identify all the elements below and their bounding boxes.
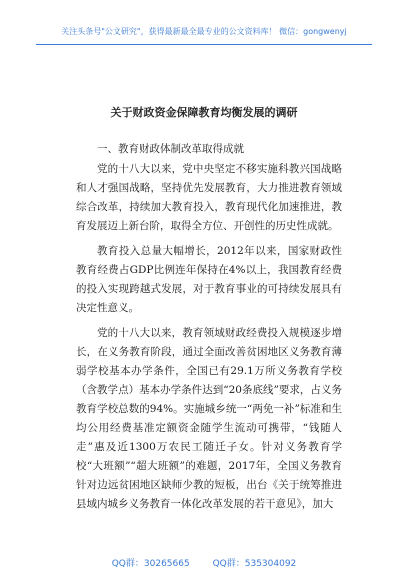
page-footer	[0, 556, 408, 576]
paragraph-1: 党的十八大以来，党中央坚定不移实施科教兴国战略和人才强国战略，坚持优先发展教育，大力推进教育领域综合改革，持续加大教育投入，教育现代化加速推进，教育发展迈上新台阶，取得全方位、开创性的历史性成就。	[76, 163, 342, 232]
header-divider	[36, 44, 372, 45]
paragraph-2: 教育投入总量大幅增长，2012年以来，国家财政性教育经费占GDP比例连年保持在4%以上，我国教育经费的投入实现跨越式发展，对于教育事业的可持续发展具有决定性意义。	[76, 245, 342, 314]
paragraph-3: 党的十八大以来，教育领域财政经费投入规模逐步增长，在义务教育阶段，通过全面改善贫困地区义务教育薄弱学校基本办学条件，全国已有29.1万所义务教育学校（含教学点）基本办学条件达到“20条底线”要求，占义务教育学校总数的94%。实施城乡统一“两免一补”标准和生均公用经费基准定额资金随学生流动可携带，“钱随人走”惠及近1300万农民工随迁子女。针对义务教育学校“大班额”“超大班额”的难题，2017年，全国义务教育针对边远贫困地区缺师少教的短板，出台《关于统筹推进县域内城乡义务教育一体化改革发展的若干意见》，加大	[76, 327, 342, 510]
page-header	[0, 0, 408, 48]
header-notice: 关注头条号"公文研究"，获得最新最全最专业的公文资料库！ 微信：gongwenyj	[61, 27, 347, 36]
footer-qq-group-2: QQ群：535304092	[212, 559, 297, 569]
footer-qq-group-1: QQ群：30265665	[111, 559, 190, 569]
document-body	[76, 140, 342, 520]
document-title: 关于财政资金保障教育均衡发展的调研	[110, 106, 298, 119]
section-heading: 一、教育财政体制改革取得成就	[97, 143, 244, 155]
